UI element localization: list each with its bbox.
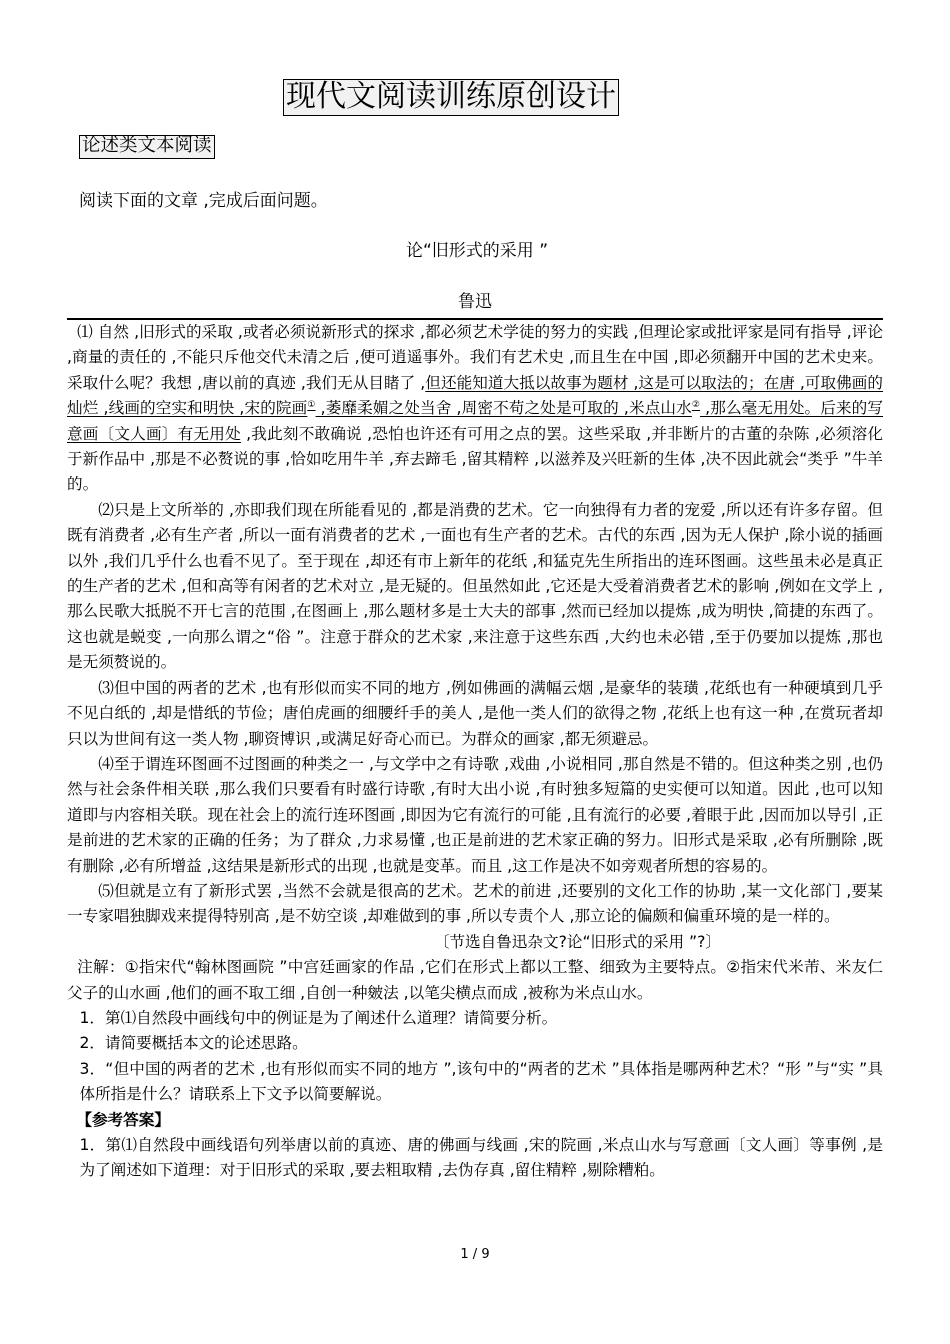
footnotes: 注解：①指宋代“翰林图画院 ”中宫廷画家的作品 ,它们在形式上都以工整、细致为主要特点。②指宋代米芾、米友仁父子的山水画 ,他们的画不取工细 ,自创一种皴法 ,以笔尖横点而成 ,被称为米点山水。 (67, 958, 883, 1002)
section-label: 论述类文本阅读 (79, 135, 215, 159)
paragraph-5: ⑸但就是立有了新形式罢 ,当然不会就是很高的艺术。艺术的前进 ,还要别的文化工作的协助 ,某一文化部门 ,要某一专家唱独脚戏来提得特别高 ,是不妨空谈 ,却难做到的事 ,所以专责个人 ,那立论的偏颇和偏重环境的是一样的。 (67, 881, 883, 926)
question-3: 3．“但中国的两者的艺术 ,也有形似而实不同的地方 ”,该句中的“两者的艺术 ”具体指是哪两种艺术？“形 ”与“实 ”具体所指是什么？请联系上下文予以简要解说。 (79, 1059, 883, 1104)
article-title: 论“旧形式的采用 ” (405, 241, 549, 261)
page-number: 1 / 9 (460, 1247, 490, 1262)
answers-heading: 【参考答案】 (76, 1110, 170, 1129)
reading-instruction: 阅读下面的文章 ,完成后面问题。 (79, 191, 328, 211)
paragraph-1-text-end: ,我此刻不敢确说 ,恐怕也许还有可用之点的罢。这些采取 ,并非断片的古董的杂陈 ,必须溶化于新作品中 ,那是不必赘说的事 ,恰如吃用牛羊 ,弃去蹄毛 ,留其精粹 ,以滋养及兴旺新的生体 ,决不因此就会“类乎 ”牛羊的。 (67, 424, 883, 494)
footnote-marker-2: ② (691, 400, 701, 411)
question-2: 2．请简要概括本文的论述思路。 (79, 1034, 308, 1053)
question-1: 1．第⑴自然段中画线句中的例证是为了阐述什么道理？请简要分析。 (79, 1008, 558, 1027)
paragraph-3: ⑶但中国的两者的艺术 ,也有形似而实不同的地方 ,例如佛画的满幅云烟 ,是豪华的装璜 ,花纸也有一种硬填到几乎不见白纸的 ,却是惜纸的节俭；唐伯虎画的细腰纤手的美人 ,是他一类人们的欲得之物 ,花纸上也有这一种 ,在赏玩者却只以为世间有这一类人物 ,聊资博识 ,或满足好奇心而已。为群众的画家 ,都无须避忌。 (67, 678, 883, 748)
document-title: 现代文阅读训练原创设计 (283, 79, 619, 116)
footnote-marker-1: ① (307, 400, 316, 411)
article-title-row (0, 236, 950, 261)
paragraph-1-text: ⑴ 自然 ,旧形式的采取 ,或者必须说新形式的探求 ,都必须艺术学徒的努力的实践 ,但理论家或批评家是同有指导 ,评论 ,商量的责任的 ,不能只斥他交代未清之后 ,便可逍遥事外。我们有艺术史 ,而且生在中国 ,即必须翻开中国的艺术史来。采取什么呢？我想 ,唐以前的真迹 ,我们无从目睹了 , (67, 323, 883, 392)
underlined-example-2: ,萎靡柔媚之处当舍 ,周密不苟之处是可取的 ,米点山水 (315, 399, 692, 418)
paragraph-2: ⑵只是上文所举的 ,亦即我们现在所能看见的 ,都是消费的艺术。它一向独得有力者的宠爱 ,所以还有许多存留。但既有消费者 ,必有生产者 ,所以一面有消费者的艺术 ,一面也有生产者的艺术。古代的东西 ,因为无人保护 ,除小说的插画以外 ,我们几乎什么也看不见了。至于现在 ,却还有市上新年的花纸 ,和猛克先生所指出的连环图画。这些虽未必是真正的生产者的艺术 ,但和高等有闲者的艺术对立 ,是无疑的。但虽然如此 ,它还是大受着消费者艺术的影响 ,例如在文学上 ,那么民歌大抵脱不开七言的范围 ,在图画上 ,那么题材多是士大夫的部事 ,然而已经加以提炼 ,成为明快 ,简捷的东西了。这也就是蜕变 ,一向那么谓之“俗 ”。注意于群众的艺术家 ,来注意于这些东西 ,大约也未必错 ,至于仍要加以提炼 ,那也是无须赘说的。 (67, 500, 883, 672)
source-citation: 〔节选自鲁迅杂文?论“旧形式的采用 ”?〕 (433, 932, 721, 951)
paragraph-4: ⑷至于谓连环图画不过图画的种类之一 ,与文学中之有诗歌 ,戏曲 ,小说相同 ,那自然是不错的。但这种类之别 ,也仍然与社会条件相关联 ,那么我们只要看有时盛行诗歌 ,有时大出小说 ,有时独多短篇的史实便可以知道。因此 ,也可以知道即与内容相关联。现在社会上的流行连环图画 ,即因为它有流行的可能 ,且有流行的必要 ,着眼于此 ,因而加以导引 ,正是前进的艺术家的正确的任务；为了群众 ,力求易懂 ,也正是前进的艺术家正确的努力。旧形式是采取 ,必有所删除 ,既有删除 ,必有所增益 ,这结果是新形式的出现 ,也就是变革。而且 ,这工作是决不如旁观者所想的容易的。 (67, 754, 883, 875)
answer-1: 1．第⑴自然段中画线语句列举唐以前的真迹、唐的佛画与线画 ,宋的院画 ,米点山水与写意画〔文人画〕等事例 ,是为了阐述如下道理：对于旧形式的采取 ,要去粗取精 ,去伪存真 ,留住精粹 ,剔除糟粕。 (79, 1136, 883, 1180)
article-body (67, 320, 883, 1184)
underlined-example-3: ,那么毫无用处。后来的写意画〔文人画〕有无用处 (67, 399, 883, 443)
paragraph-1 (67, 320, 883, 498)
underlined-example-1: 但还能知道大抵以故事为题材 ,这是可以取法的；在唐 ,可取佛画的灿烂 ,线画的空实和明快 ,宋的院画 (67, 373, 884, 418)
article-author: 鲁迅 (458, 292, 492, 312)
